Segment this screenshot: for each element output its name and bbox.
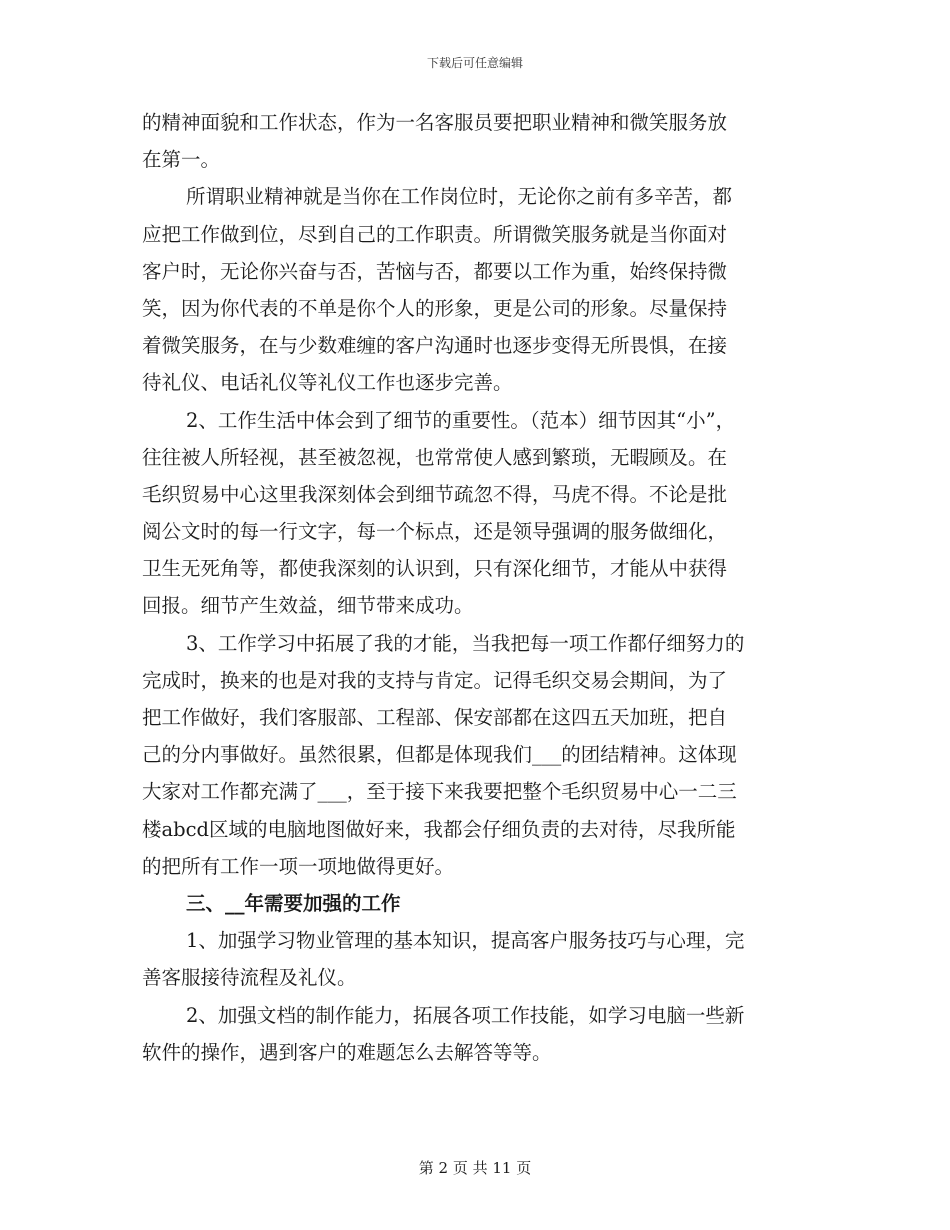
text-line: 阅公文时的每一行文字，每一个标点，还是领导强调的服务做细化， [142,520,728,544]
text-line: 在第一。 [142,148,221,172]
page-number-footer: 第 2 页 共 11 页 [418,1159,532,1177]
text-line: 完成时，换来的也是对我的支持与肯定。记得毛织交易会期间，为了 [142,668,728,692]
text-line: 往往被人所轻视，甚至被忽视，也常常使人感到繁琐，无暇顾及。在 [142,445,728,469]
text-line: 卫生无死角等，都使我深刻的认识到，只有深化细节，才能从中获得 [142,557,728,581]
text-line: 笑，因为你代表的不单是你个人的形象，更是公司的形象。尽量保持 [142,296,728,320]
text-line: 回报。细节产生效益，细节带来成功。 [142,594,474,618]
text-line: 毛织贸易中心这里我深刻体会到细节疏忽不得，马虎不得。不论是批 [142,482,728,506]
text-line: 待礼仪、电话礼仪等礼仪工作也逐步完善。 [142,371,513,395]
text-line: 楼abcd区域的电脑地图做好来，我都会仔细负责的去对待，尽我所能 [142,817,736,841]
document-body [142,104,806,1071]
paragraph-start: 2、工作生活中体会到了细节的重要性。（范本）细节因其“小”， [186,408,736,432]
paragraph-start: 1、加强学习物业管理的基本知识，提高客户服务技巧与心理，完 [186,929,745,953]
text-line: 善客服接待流程及礼仪。 [142,966,357,990]
paragraph-start: 所谓职业精神就是当你在工作岗位时，无论你之前有多辛苦，都 [186,185,733,209]
text-line: 把工作做好，我们客服部、工程部、保安部都在这四五天加班，把自 [142,706,728,729]
text-line: 应把工作做到位，尽到自己的工作职责。所谓微笑服务就是当你面对 [142,222,728,246]
text-line: 的把所有工作一项一项地做得更好。 [142,854,455,878]
text-line: 软件的操作，遇到客户的难题怎么去解答等等。 [142,1040,552,1064]
section-heading: 三、__年需要加强的工作 [186,891,401,915]
text-line: 的精神面貌和工作状态，作为一名客服员要把职业精神和微笑服务放 [142,111,728,134]
page-header: 下载后可任意编辑 [426,56,523,70]
text-line: 客户时，无论你兴奋与否，苦恼与否，都要以工作为重，始终保持微 [142,259,728,283]
paragraph-start: 2、加强文档的制作能力，拓展各项工作技能，如学习电脑一些新 [186,1003,745,1027]
paragraph-start: 3、工作学习中拓展了我的才能，当我把每一项工作都仔细努力的 [186,631,745,655]
text-line: 己的分内事做好。虽然很累，但都是体现我们___的团结精神。这体现 [142,743,737,767]
text-line: 大家对工作都充满了___，至于接下来我要把整个毛织贸易中心一二三 [142,780,737,804]
text-line: 着微笑服务，在与少数难缠的客户沟通时也逐步变得无所畏惧，在接 [142,334,728,358]
